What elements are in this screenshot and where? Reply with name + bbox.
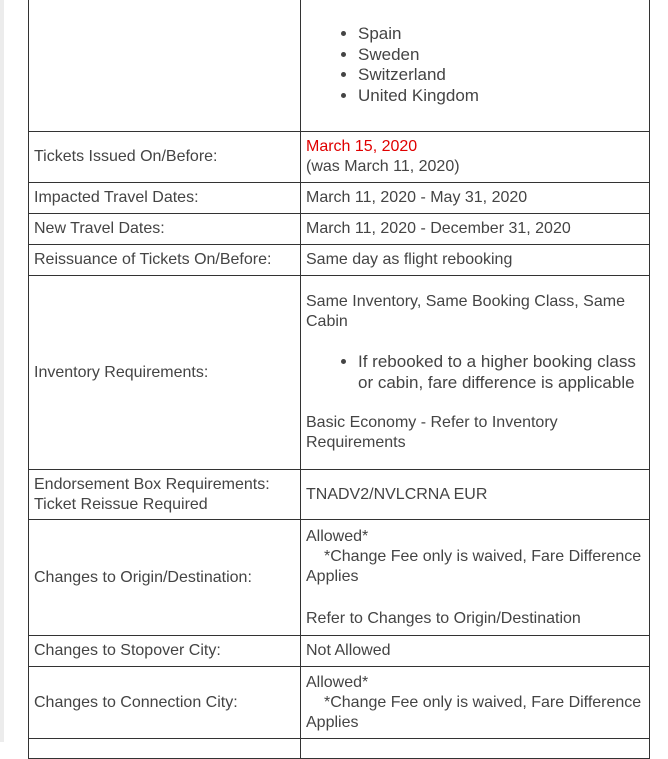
allowed-value: Allowed*: [306, 673, 369, 691]
list-item: • Spain: [358, 24, 644, 45]
row-value: [301, 276, 650, 470]
refer-note: Refer to Changes to Origin/Destination: [306, 609, 581, 627]
endorsement-label-line1: Endorsement Box Requirements:: [34, 475, 270, 493]
fee-note-text: *Change Fee only is waived, Fare Difference Applies: [306, 547, 642, 585]
row-label: Changes to Stopover City:: [29, 636, 301, 667]
table-row-new-dates: [29, 214, 650, 245]
list-item: • United Kingdom: [358, 86, 644, 107]
table-row-inventory: [29, 276, 650, 470]
table-row-origin-destination: [29, 520, 650, 636]
row-value: Same day as flight rebooking: [301, 245, 650, 276]
previous-date-note: (was March 11, 2020): [306, 158, 460, 175]
row-value: [301, 520, 650, 636]
row-label: Changes to Origin/Destination:: [29, 520, 301, 636]
basic-economy-note: Basic Economy - Refer to Inventory Requirements: [306, 414, 558, 451]
row-label: Inventory Requirements:: [29, 276, 301, 470]
table-row-stopover: [29, 636, 650, 667]
row-value: March 11, 2020 - December 31, 2020: [301, 214, 650, 245]
fee-note-indent: [306, 548, 324, 565]
row-label: Reissuance of Tickets On/Before:: [29, 245, 301, 276]
list-item: • Sweden: [358, 45, 644, 66]
row-value: TNADV2/NVLCRNA EUR: [301, 470, 650, 520]
table-row-connection: [29, 667, 650, 739]
fee-note-text: *Change Fee only is waived, Fare Difference Applies: [306, 693, 642, 731]
endorsement-label-line2: Ticket Reissue Required: [34, 495, 208, 513]
countries-value-cell: [301, 0, 650, 132]
inventory-bullets: [306, 352, 644, 393]
spacer: [306, 393, 644, 413]
spacer: [306, 587, 644, 609]
waiver-policy-table: [28, 0, 650, 759]
spacer: [306, 332, 644, 352]
countries-label-cell: [29, 0, 301, 132]
fee-note-indent: [306, 694, 324, 711]
row-label: Impacted Travel Dates:: [29, 183, 301, 214]
inventory-value: Same Inventory, Same Booking Class, Same Cabin: [306, 293, 625, 330]
fee-note: [306, 547, 644, 587]
row-value: Not Allowed: [301, 636, 650, 667]
issued-date-value: March 15, 2020: [306, 138, 418, 155]
row-value: [301, 667, 650, 739]
table-row-impacted-dates: [29, 183, 650, 214]
row-label: [29, 470, 301, 520]
row-label: Tickets Issued On/Before:: [29, 132, 301, 183]
table-row-countries: [29, 0, 650, 132]
row-value: [301, 132, 650, 183]
allowed-value: Allowed*: [306, 527, 369, 545]
countries-list: [306, 24, 644, 106]
row-label: Changes to Connection City:: [29, 667, 301, 739]
fee-note: [306, 693, 644, 733]
row-value: March 11, 2020 - May 31, 2020: [301, 183, 650, 214]
table-row-endorsement: [29, 470, 650, 520]
table-row-reissuance: [29, 245, 650, 276]
table-row-tickets-issued: [29, 132, 650, 183]
list-item: • If rebooked to a higher booking class or cabin, fare difference is applicable: [358, 352, 644, 393]
row-label: New Travel Dates:: [29, 214, 301, 245]
list-item: • Switzerland: [358, 65, 644, 86]
